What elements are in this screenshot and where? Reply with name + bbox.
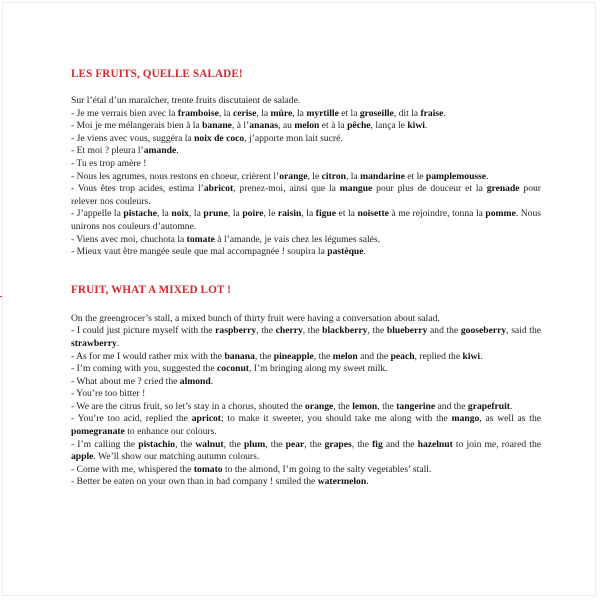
text-run: , le: [307, 170, 322, 182]
text-run: , the: [175, 438, 196, 450]
fruit-name: citron: [321, 170, 346, 182]
fruit-name: banane: [202, 120, 232, 132]
fruit-name: banana: [224, 350, 255, 362]
fruit-name: pistache: [123, 208, 157, 220]
text-run: - You’re too bitter !: [71, 388, 146, 400]
fruit-name: peach: [390, 350, 415, 362]
fruit-name: cherry: [275, 325, 303, 337]
text-line: [71, 208, 541, 233]
text-run: , dit la: [393, 107, 421, 119]
text-line: [71, 464, 541, 477]
text-line: [71, 313, 541, 326]
text-run: , la: [227, 208, 243, 220]
text-run: to the almond, I’m going to the salty vegetables’ stall.: [222, 463, 432, 475]
text-run: .: [366, 476, 369, 488]
text-run: to enhance our colours.: [124, 426, 217, 438]
text-run: , I’m bringing along my sweet milk.: [249, 363, 388, 375]
text-run: - I’m calling the: [71, 438, 139, 450]
fruit-name: apple: [71, 451, 94, 463]
text-run: .: [510, 400, 513, 412]
text-run: - J’appelle la: [71, 208, 124, 220]
text-run: , the: [377, 400, 397, 412]
text-line: [71, 133, 541, 146]
text-run: , prenez-moi, ainsi que la: [233, 183, 340, 195]
text-run: , lança le: [370, 120, 408, 132]
fruit-name: cerise: [232, 107, 257, 119]
text-run: Sur l’étal d’un maraîcher, trente fruits discutaient de salade.: [71, 95, 301, 106]
text-line: [71, 439, 541, 464]
text-run: On the greengrocer’s stall, a mixed bunch of thirty fruit were having a conversation about salad.: [71, 312, 440, 324]
text-run: - Je viens avec vous, suggéra la: [71, 132, 195, 144]
fruit-name: blueberry: [386, 325, 428, 337]
text-run: , the: [265, 438, 286, 450]
text-line: [71, 376, 541, 389]
text-run: - What about me ? cried the: [71, 375, 180, 387]
text-run: .: [363, 246, 366, 258]
fruit-name: pamplemousse: [425, 170, 487, 182]
text-run: and the: [427, 325, 461, 337]
text-run: - We are the citrus fruit, so let’s stay in a chorus, shouted the: [71, 400, 306, 412]
text-run: , the: [254, 350, 274, 362]
fruit-name: tomate: [186, 233, 215, 245]
text-run: pour plus de douceur et la: [372, 183, 487, 195]
text-run: et le: [404, 170, 426, 182]
fruit-name: mangue: [339, 183, 373, 195]
text-run: , the: [333, 400, 353, 412]
text-run: - I’m coming with you, suggested the: [71, 363, 218, 375]
fruit-name: poire: [242, 208, 264, 220]
text-run: . We’ll show our matching autumn colours.: [93, 451, 260, 463]
text-line: [71, 388, 541, 401]
french-title: LES FRUITS, QUELLE SALADE!: [71, 68, 243, 80]
fruit-name: pistachio: [138, 438, 176, 450]
fruit-name: noix: [171, 208, 189, 220]
fruit-name: myrtille: [306, 107, 339, 119]
fruit-name: kiwi: [407, 120, 425, 132]
fruit-name: fig: [372, 438, 383, 450]
text-line: [71, 158, 541, 171]
text-run: .: [116, 337, 120, 349]
fruit-name: amande: [143, 145, 177, 157]
text-run: à me rejoindre, tonna la: [388, 208, 486, 220]
fruit-name: raspberry: [215, 325, 257, 337]
fruit-name: pineapple: [273, 350, 314, 362]
text-run: .: [424, 120, 428, 132]
fruit-name: framboise: [177, 107, 219, 119]
text-run: - Moi je me mélangerais bien à la: [71, 120, 203, 132]
text-run: . Nous unirons nos couleurs d’automne.: [71, 208, 541, 232]
text-run: , au: [278, 120, 295, 132]
fruit-name: figue: [315, 208, 337, 220]
text-run: , la: [218, 107, 233, 119]
text-run: .: [443, 107, 446, 119]
text-line: [71, 171, 541, 184]
text-run: , the: [223, 438, 244, 450]
english-title: FRUIT, WHAT A MIXED LOT !: [71, 283, 231, 296]
text-run: - Tu es trop amère !: [71, 157, 147, 169]
fruit-name: pomegranate: [71, 426, 125, 438]
text-line: [71, 120, 541, 133]
text-line: [71, 183, 541, 208]
fruit-name: melon: [294, 120, 320, 132]
text-line: [71, 234, 541, 247]
text-run: , the: [304, 438, 325, 450]
text-run: et à la: [319, 120, 348, 132]
fruit-name: tomato: [193, 463, 223, 475]
fruit-name: mûre: [270, 107, 293, 119]
fruit-name: mandarine: [360, 170, 405, 182]
fruit-name: plum: [243, 438, 266, 450]
text-run: , said the: [506, 325, 541, 337]
text-run: - Better be eaten on your own than in bad company ! smiled the: [71, 476, 318, 488]
text-line: [71, 95, 541, 108]
text-run: , j’apporte mon lait sucré.: [244, 132, 343, 144]
text-run: , replied the: [414, 350, 463, 362]
document-content: [71, 67, 541, 489]
fruit-name: tangerine: [396, 400, 436, 412]
fruit-name: noix de coco: [194, 132, 245, 144]
text-line: [71, 351, 541, 364]
text-run: , la: [156, 208, 172, 220]
text-run: and the: [382, 438, 418, 450]
fruit-name: raisin: [277, 208, 302, 220]
text-run: .: [486, 170, 489, 182]
text-run: - Viens avec moi, chuchota la: [71, 233, 187, 245]
text-line: [71, 108, 541, 121]
text-run: et la: [336, 208, 358, 220]
text-run: , à l’: [231, 120, 250, 132]
fruit-name: groseille: [359, 107, 394, 119]
text-run: et la: [338, 107, 360, 119]
fruit-name: pear: [285, 438, 305, 450]
text-run: , la: [345, 170, 361, 182]
fruit-name: strawberry: [71, 337, 117, 349]
text-run: to join me, roared the: [452, 438, 541, 450]
fruit-name: pêche: [347, 120, 371, 132]
fruit-name: prune: [203, 208, 228, 220]
text-run: - Et moi ? pleura l’: [71, 145, 144, 157]
fruit-name: gooseberry: [460, 325, 507, 337]
text-run: pour relever nos couleurs.: [71, 183, 542, 207]
text-run: , le: [263, 208, 278, 220]
fruit-name: pomme: [485, 208, 516, 220]
text-run: , la: [301, 208, 316, 220]
text-run: - You’re too acid, replied the: [71, 413, 192, 425]
document-page: [2, 2, 596, 596]
fruit-name: coconut: [217, 363, 249, 375]
fruit-name: walnut: [195, 438, 224, 450]
text-run: , the: [367, 325, 387, 337]
text-run: - Mieux vaut être mangée seule que mal accompagnée ! soupira la: [71, 246, 328, 258]
fruit-name: abricot: [203, 183, 234, 195]
text-line: [71, 246, 541, 259]
fruit-name: kiwi: [462, 350, 481, 362]
fruit-name: mango: [451, 413, 480, 425]
text-run: , the: [256, 325, 276, 337]
text-run: - Vous êtes trop acides, estima l’: [71, 183, 204, 195]
fruit-name: almond: [179, 375, 211, 387]
fruit-name: blackberry: [322, 325, 368, 337]
text-run: ; to make it sweeter, you should take me along with the: [221, 413, 452, 425]
text-line: [71, 401, 541, 414]
text-line: [71, 363, 541, 376]
english-text: [71, 313, 541, 489]
fruit-name: lemon: [352, 400, 378, 412]
fruit-name: apricot: [191, 413, 221, 425]
text-run: and the: [435, 400, 468, 412]
text-run: .: [480, 350, 483, 362]
text-run: , the: [313, 350, 333, 362]
text-run: , la: [256, 107, 271, 119]
text-run: , the: [302, 325, 323, 337]
fruit-name: grenade: [486, 183, 520, 195]
french-text: [71, 95, 541, 259]
text-line: [71, 325, 541, 350]
text-line: [71, 145, 541, 158]
fruit-name: pastèque: [327, 246, 364, 258]
fruit-name: fraise: [420, 107, 444, 119]
fruit-name: orange: [305, 400, 334, 412]
text-run: , the: [351, 438, 373, 450]
text-run: - Nous les agrumes, nous restons en choeur, crièrent l’: [71, 170, 280, 182]
text-run: , as well as the: [479, 413, 542, 425]
fruit-name: grapefruit: [467, 400, 510, 412]
fruit-name: noisette: [357, 208, 389, 220]
text-run: - Je me verrais bien avec la: [71, 107, 178, 119]
fruit-name: orange: [279, 170, 308, 182]
fruit-name: melon: [332, 350, 358, 362]
text-run: - As for me I would rather mix with the: [71, 350, 225, 362]
text-run: , la: [292, 107, 307, 119]
page-edge-mark: [0, 296, 2, 297]
text-run: - Come with me, whispered the: [71, 463, 194, 475]
fruit-name: ananas: [249, 120, 279, 132]
text-run: - I could just picture myself with the: [71, 325, 216, 337]
fruit-name: watermelon: [317, 476, 367, 488]
text-run: and the: [357, 350, 391, 362]
fruit-name: hazelnut: [417, 438, 453, 450]
text-run: .: [176, 145, 179, 157]
text-line: [71, 476, 541, 489]
text-run: à l’amande, je vais chez les légumes salés.: [214, 233, 381, 245]
fruit-name: grapes: [324, 438, 352, 450]
text-line: [71, 413, 541, 438]
text-run: .: [210, 375, 214, 387]
text-run: , la: [188, 208, 204, 220]
